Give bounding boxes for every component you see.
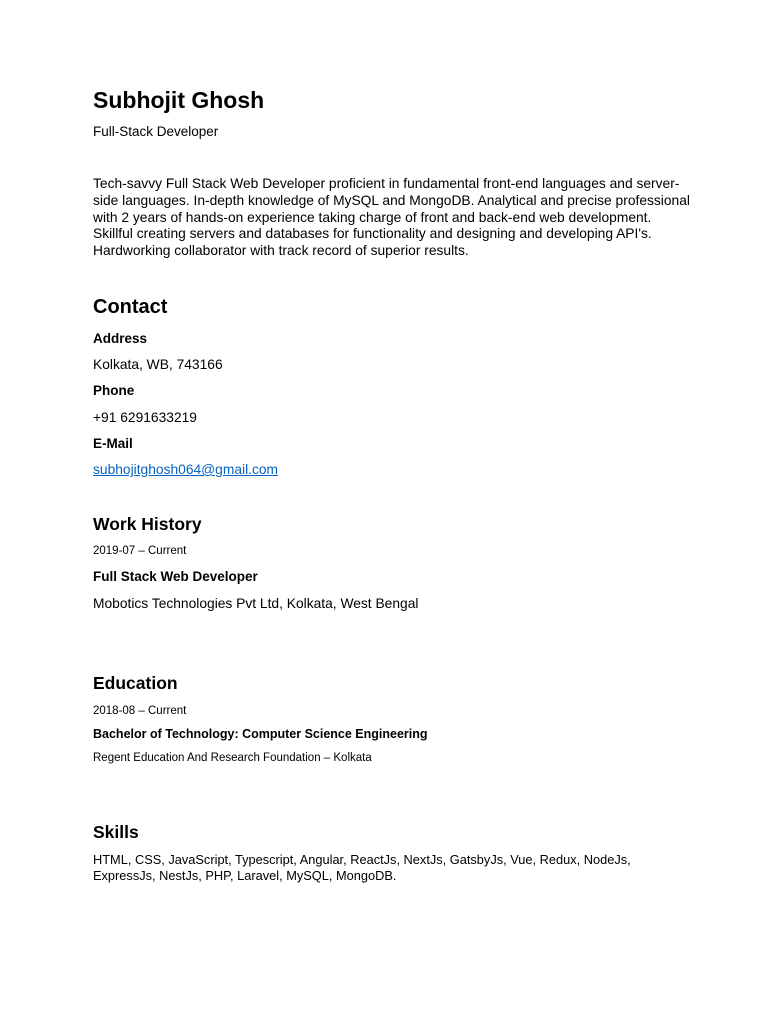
address-value: Kolkata, WB, 743166 [93, 357, 223, 372]
email-link[interactable]: subhojitghosh064@gmail.com [93, 462, 279, 477]
contact-heading: Contact [93, 296, 168, 318]
candidate-role: Full-Stack Developer [93, 124, 219, 139]
education-heading: Education [93, 673, 178, 693]
work-position: Full Stack Web Developer [93, 569, 258, 584]
work-history-heading: Work History [93, 514, 202, 534]
phone-value: +91 6291633219 [93, 410, 197, 425]
professional-summary: Tech-savvy Full Stack Web Developer proficient in fundamental front-end languages and server-side languages. In-depth knowledge of MySQL and MongoDB. Analytical and precise professional with 2 years of hands-on experience taking charge of front and back-end web development. Skillful creating servers and databases for functionality and designing and developing API's. Hardworking collaborator with track record of superior results. [93, 176, 690, 259]
education-institution: Regent Education And Research Foundation – Kolkata [93, 752, 372, 764]
skills-heading: Skills [93, 822, 139, 842]
education-date: 2018-08 – Current [93, 705, 187, 717]
address-label: Address [93, 331, 148, 346]
work-date: 2019-07 – Current [93, 545, 187, 557]
candidate-name: Subhojit Ghosh [93, 87, 265, 113]
education-degree: Bachelor of Technology: Computer Science Engineering [93, 727, 428, 741]
email-label: E-Mail [93, 436, 133, 451]
skills-list: HTML, CSS, JavaScript, Typescript, Angular, ReactJs, NextJs, GatsbyJs, Vue, Redux, NodeJs, ExpressJs, NestJs, PHP, Laravel, MySQL, MongoDB. [93, 852, 631, 883]
work-company: Mobotics Technologies Pvt Ltd, Kolkata, West Bengal [93, 596, 419, 611]
phone-label: Phone [93, 383, 135, 398]
